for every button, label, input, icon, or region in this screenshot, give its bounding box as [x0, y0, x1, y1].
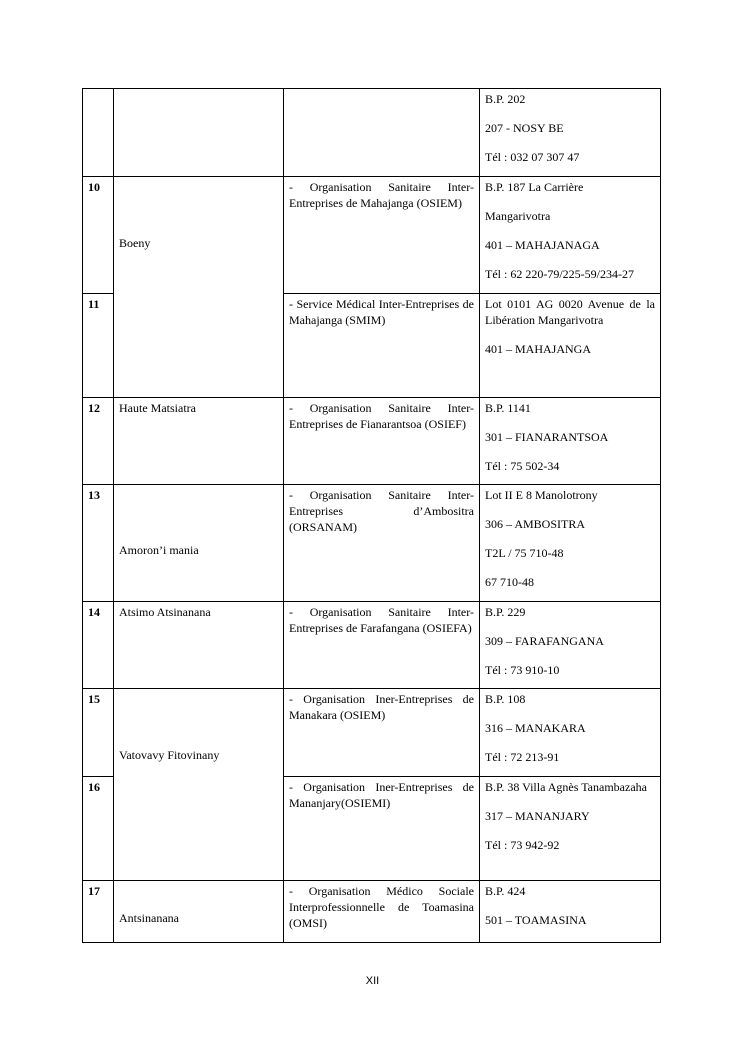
address-line: 501 – TOAMASINA — [485, 913, 587, 927]
address-line: B.P. 187 La Carrière — [485, 180, 584, 194]
address-cell — [480, 881, 661, 943]
row-number: 11 — [83, 294, 114, 398]
row-number: 16 — [83, 777, 114, 881]
table-row — [83, 881, 661, 943]
table-row — [83, 89, 661, 177]
address-line: Lot 0101 AG 0020 Avenue de la Libération Mangarivotra — [485, 297, 655, 327]
address-line: 67 710-48 — [485, 575, 534, 589]
region-cell: Atsimo Atsinanana — [114, 602, 284, 689]
organisation-cell — [284, 89, 480, 177]
row-number: 14 — [83, 602, 114, 689]
address-line: Mangarivotra — [485, 209, 551, 223]
organisation-cell: - Service Médical Inter-Entreprises de Mahajanga (SMIM) — [284, 294, 480, 398]
organisation-cell: - Organisation Sanitaire Inter-Entreprises de Farafangana (OSIEFA) — [284, 602, 480, 689]
address-line: B.P. 38 Villa Agnès Tanambazaha — [485, 780, 647, 794]
organisation-cell: - Organisation Iner-Entreprises de Manakara (OSIEM) — [284, 689, 480, 777]
table-row — [83, 602, 661, 689]
address-cell — [480, 294, 661, 398]
region-cell: Antsinanana — [114, 881, 284, 943]
address-line: Lot II E 8 Manolotrony — [485, 488, 598, 502]
row-number: 17 — [83, 881, 114, 943]
address-line: 306 – AMBOSITRA — [485, 517, 586, 531]
page-number: XII — [365, 975, 380, 987]
row-number — [83, 89, 114, 177]
address-line: B.P. 202 — [485, 92, 526, 106]
region-cell: Haute Matsiatra — [114, 398, 284, 485]
region-cell: Amoron’i mania — [114, 485, 284, 602]
organisation-cell: - Organisation Iner-Entreprises de Mananjary(OSIEMI) — [284, 777, 480, 881]
row-number: 15 — [83, 689, 114, 777]
address-cell — [480, 602, 661, 689]
address-line: Tél : 73 910-10 — [485, 663, 560, 677]
address-cell — [480, 177, 661, 294]
address-line: 309 – FARAFANGANA — [485, 634, 604, 648]
address-line: Tél : 75 502-34 — [485, 459, 560, 473]
address-line: T2L / 75 710-48 — [485, 546, 564, 560]
table-row — [83, 689, 661, 777]
address-line: Tél : 032 07 307 47 — [485, 150, 580, 164]
row-number: 13 — [83, 485, 114, 602]
organisation-cell: - Organisation Sanitaire Inter-Entreprises de Mahajanga (OSIEM) — [284, 177, 480, 294]
address-line: Tél : 72 213-91 — [485, 750, 560, 764]
address-line: 301 – FIANARANTSOA — [485, 430, 609, 444]
organisation-cell: - Organisation Sanitaire Inter-Entreprises d’Ambositra (ORSANAM) — [284, 485, 480, 602]
address-cell — [480, 777, 661, 881]
address-line: B.P. 229 — [485, 605, 526, 619]
address-line: B.P. 424 — [485, 884, 526, 898]
organisation-cell: - Organisation Sanitaire Inter-Entreprises de Fianarantsoa (OSIEF) — [284, 398, 480, 485]
address-line: 207 - NOSY BE — [485, 121, 564, 135]
address-line: 316 – MANAKARA — [485, 721, 586, 735]
address-line: B.P. 108 — [485, 692, 526, 706]
address-line: B.P. 1141 — [485, 401, 531, 415]
organisation-cell: - Organisation Médico Sociale Interprofessionnelle de Toamasina (OMSI) — [284, 881, 480, 943]
table-row — [83, 177, 661, 294]
table-row — [83, 485, 661, 602]
establishments-table — [82, 88, 661, 943]
region-cell: Boeny — [114, 177, 284, 398]
table-row — [83, 398, 661, 485]
row-number: 10 — [83, 177, 114, 294]
address-cell — [480, 485, 661, 602]
address-line: Tél : 73 942-92 — [485, 838, 560, 852]
region-cell: Vatovavy Fitovinany — [114, 689, 284, 881]
row-number: 12 — [83, 398, 114, 485]
address-line: 317 – MANANJARY — [485, 809, 590, 823]
region-cell — [114, 89, 284, 177]
address-cell — [480, 89, 661, 177]
address-line: 401 – MAHAJANGA — [485, 342, 592, 356]
address-cell — [480, 398, 661, 485]
address-cell — [480, 689, 661, 777]
address-line: Tél : 62 220-79/225-59/234-27 — [485, 267, 634, 281]
address-line: 401 – MAHAJANAGA — [485, 238, 600, 252]
